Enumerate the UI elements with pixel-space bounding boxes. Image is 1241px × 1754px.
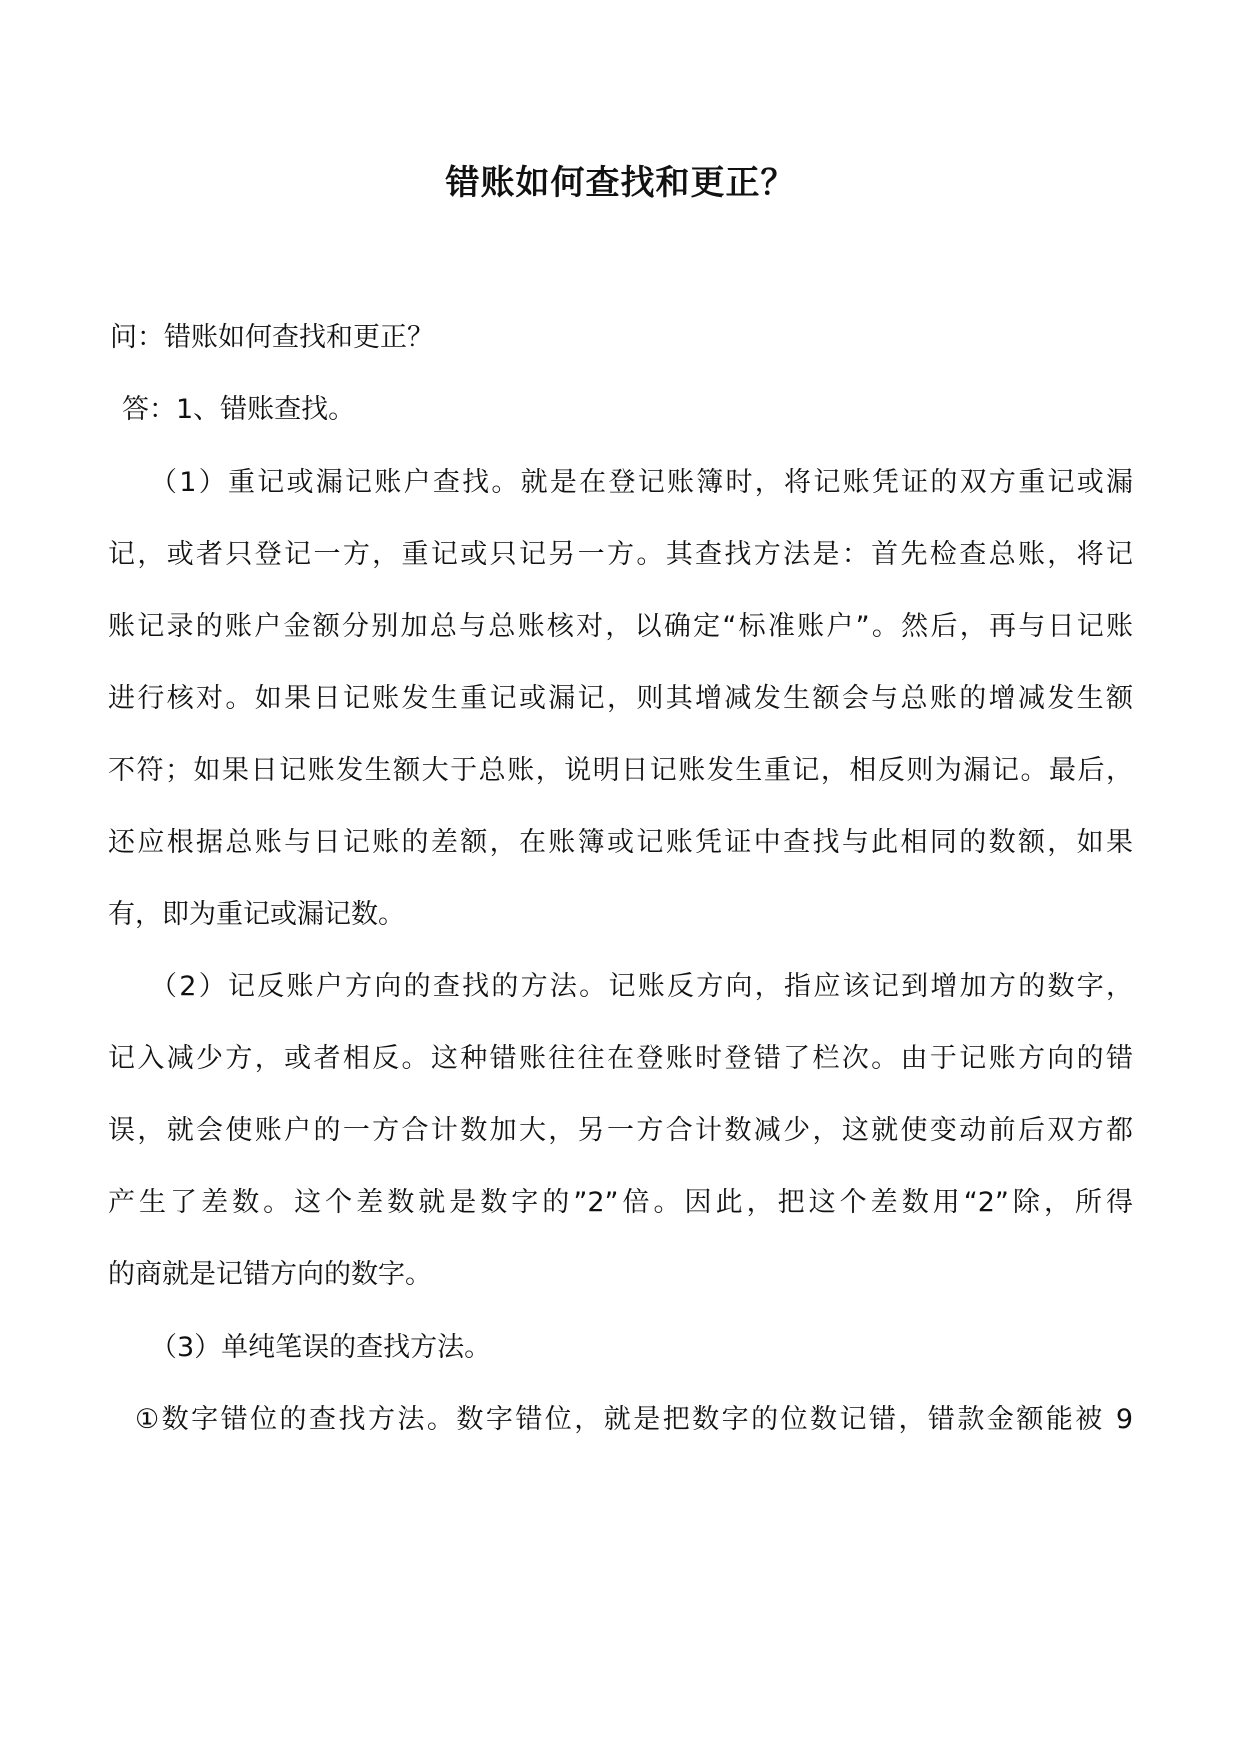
paragraph-line: ①数字错位的查找方法。数字错位，就是把数字的位数记错，错款金额能被 9: [135, 1404, 1133, 1435]
paragraph-line: 有，即为重记或漏记数。: [108, 899, 405, 930]
paragraph-line: 记入减少方，或者相反。这种错账往往在登账时登错了栏次。由于记账方向的错: [108, 1043, 1133, 1074]
document-title: 错账如何查找和更正？: [445, 163, 796, 203]
paragraph-line: 记，或者只登记一方，重记或只记另一方。其查找方法是：首先检查总账，将记: [108, 539, 1133, 570]
answer-heading: 答：1、错账查找。: [122, 394, 356, 425]
question-line: 问：错账如何查找和更正？: [110, 322, 434, 353]
paragraph-line: 的商就是记错方向的数字。: [108, 1259, 432, 1290]
paragraph-line: 还应根据总账与日记账的差额，在账簿或记账凭证中查找与此相同的数额，如果: [108, 827, 1133, 858]
paragraph-line: 产生了差数。这个差数就是数字的”2”倍。因此，把这个差数用“2”除，所得: [108, 1187, 1133, 1218]
paragraph-line: 进行核对。如果日记账发生重记或漏记，则其增减发生额会与总账的增减发生额: [108, 683, 1133, 714]
paragraph-line: （2）记反账户方向的查找的方法。记账反方向，指应该记到增加方的数字，: [150, 971, 1133, 1002]
paragraph-line: （1）重记或漏记账户查找。就是在登记账簿时，将记账凭证的双方重记或漏: [150, 467, 1133, 498]
subheading-line: （3）单纯笔误的查找方法。: [150, 1332, 492, 1363]
paragraph-line: 误，就会使账户的一方合计数加大，另一方合计数减少，这就使变动前后双方都: [108, 1115, 1133, 1146]
paragraph-line: 账记录的账户金额分别加总与总账核对，以确定“标准账户”。然后，再与日记账: [108, 611, 1133, 642]
paragraph-line: 不符；如果日记账发生额大于总账，说明日记账发生重记，相反则为漏记。最后，: [108, 755, 1133, 786]
